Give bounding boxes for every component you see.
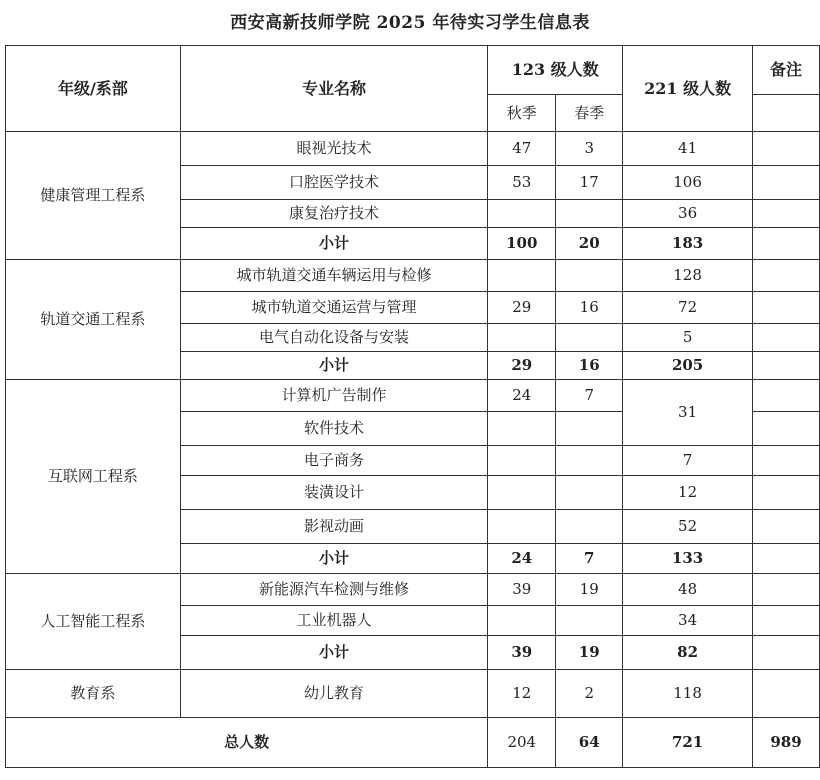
g221-count: 48: [623, 574, 753, 606]
autumn-count: 39: [488, 574, 556, 606]
notes-cell: [753, 544, 820, 574]
total-notes: 989: [753, 718, 820, 768]
spring-count: 3: [556, 132, 623, 166]
autumn-count: 29: [488, 292, 556, 324]
spring-count: [556, 476, 623, 510]
major-name: 软件技术: [180, 412, 488, 446]
dept-name: 健康管理工程系: [6, 132, 181, 260]
major-name: 康复治疗技术: [180, 200, 488, 228]
header-g221: 221 级人数: [623, 46, 753, 132]
notes-cell: [753, 292, 820, 324]
subtotal-label: 小计: [180, 544, 488, 574]
major-name: 装潢设计: [180, 476, 488, 510]
autumn-count: 47: [488, 132, 556, 166]
autumn-count: [488, 476, 556, 510]
notes-cell: [753, 352, 820, 380]
autumn-count: 24: [488, 380, 556, 412]
subtotal-spring: 16: [556, 352, 623, 380]
subtotal-autumn: 39: [488, 636, 556, 670]
major-name: 计算机广告制作: [180, 380, 488, 412]
subtotal-g221: 133: [623, 544, 753, 574]
spring-count: 16: [556, 292, 623, 324]
table-row: [6, 670, 820, 718]
spring-count: 19: [556, 574, 623, 606]
notes-cell: [753, 228, 820, 260]
subtotal-label: 小计: [180, 636, 488, 670]
notes-cell: [753, 166, 820, 200]
g221-count: 31: [623, 380, 753, 446]
table-row: [6, 574, 820, 606]
header-major: 专业名称: [180, 46, 488, 132]
major-name: 眼视光技术: [180, 132, 488, 166]
major-name: 城市轨道交通车辆运用与检修: [180, 260, 488, 292]
header-row: [6, 46, 820, 95]
g221-count: 36: [623, 200, 753, 228]
g221-count: 12: [623, 476, 753, 510]
major-name: 影视动画: [180, 510, 488, 544]
g221-count: 5: [623, 324, 753, 352]
g221-count: 7: [623, 446, 753, 476]
g221-count: 128: [623, 260, 753, 292]
subtotal-autumn: 24: [488, 544, 556, 574]
spring-count: [556, 446, 623, 476]
autumn-count: [488, 606, 556, 636]
total-spring: 64: [556, 718, 623, 768]
g221-count: 106: [623, 166, 753, 200]
autumn-count: [488, 324, 556, 352]
notes-cell: [753, 132, 820, 166]
dept-name: 教育系: [6, 670, 181, 718]
g221-count: 52: [623, 510, 753, 544]
total-label: 总人数: [6, 718, 488, 768]
spring-count: [556, 606, 623, 636]
dept-name: 轨道交通工程系: [6, 260, 181, 380]
major-name: 口腔医学技术: [180, 166, 488, 200]
major-name: 电气自动化设备与安装: [180, 324, 488, 352]
spring-count: 7: [556, 380, 623, 412]
spring-count: [556, 260, 623, 292]
dept-name: 互联网工程系: [6, 380, 181, 574]
notes-cell: [753, 446, 820, 476]
table-title: 西安高新技师学院 2025 年待实习学生信息表: [230, 13, 590, 33]
autumn-count: [488, 200, 556, 228]
notes-cell: [753, 476, 820, 510]
spring-count: [556, 324, 623, 352]
spring-count: [556, 200, 623, 228]
major-name: 新能源汽车检测与维修: [180, 574, 488, 606]
notes-cell: [753, 606, 820, 636]
dept-name: 人工智能工程系: [6, 574, 181, 670]
header-spring: 春季: [556, 95, 623, 132]
notes-cell: [753, 412, 820, 446]
subtotal-g221: 82: [623, 636, 753, 670]
autumn-count: [488, 510, 556, 544]
spring-count: [556, 510, 623, 544]
notes-cell: [753, 510, 820, 544]
table-row: [6, 380, 820, 412]
header-dept: 年级/系部: [6, 46, 181, 132]
header-autumn: 秋季: [488, 95, 556, 132]
g221-count: 72: [623, 292, 753, 324]
total-autumn: 204: [488, 718, 556, 768]
header-g123: 123 级人数: [488, 46, 623, 95]
subtotal-autumn: 29: [488, 352, 556, 380]
table-row: [6, 260, 820, 292]
autumn-count: 12: [488, 670, 556, 718]
spring-count: [556, 412, 623, 446]
subtotal-spring: 20: [556, 228, 623, 260]
notes-cell: [753, 574, 820, 606]
notes-cell: [753, 380, 820, 412]
notes-cell: [753, 200, 820, 228]
subtotal-label: 小计: [180, 228, 488, 260]
notes-cell: [753, 324, 820, 352]
subtotal-label: 小计: [180, 352, 488, 380]
total-g221: 721: [623, 718, 753, 768]
notes-cell: [753, 636, 820, 670]
spring-count: 17: [556, 166, 623, 200]
autumn-count: [488, 260, 556, 292]
total-row: [6, 718, 820, 768]
g221-count: 118: [623, 670, 753, 718]
notes-cell: [753, 670, 820, 718]
notes-cell: [753, 260, 820, 292]
autumn-count: [488, 446, 556, 476]
header-notes: 备注: [753, 46, 820, 95]
autumn-count: 53: [488, 166, 556, 200]
g221-count: 41: [623, 132, 753, 166]
major-name: 电子商务: [180, 446, 488, 476]
subtotal-g221: 205: [623, 352, 753, 380]
major-name: 幼儿教育: [180, 670, 488, 718]
subtotal-autumn: 100: [488, 228, 556, 260]
major-name: 工业机器人: [180, 606, 488, 636]
subtotal-g221: 183: [623, 228, 753, 260]
g221-count: 34: [623, 606, 753, 636]
table-row: [6, 132, 820, 166]
major-name: 城市轨道交通运营与管理: [180, 292, 488, 324]
header-notes-blank: [753, 95, 820, 132]
spring-count: 2: [556, 670, 623, 718]
internship-table: [5, 45, 820, 768]
subtotal-spring: 19: [556, 636, 623, 670]
autumn-count: [488, 412, 556, 446]
subtotal-spring: 7: [556, 544, 623, 574]
